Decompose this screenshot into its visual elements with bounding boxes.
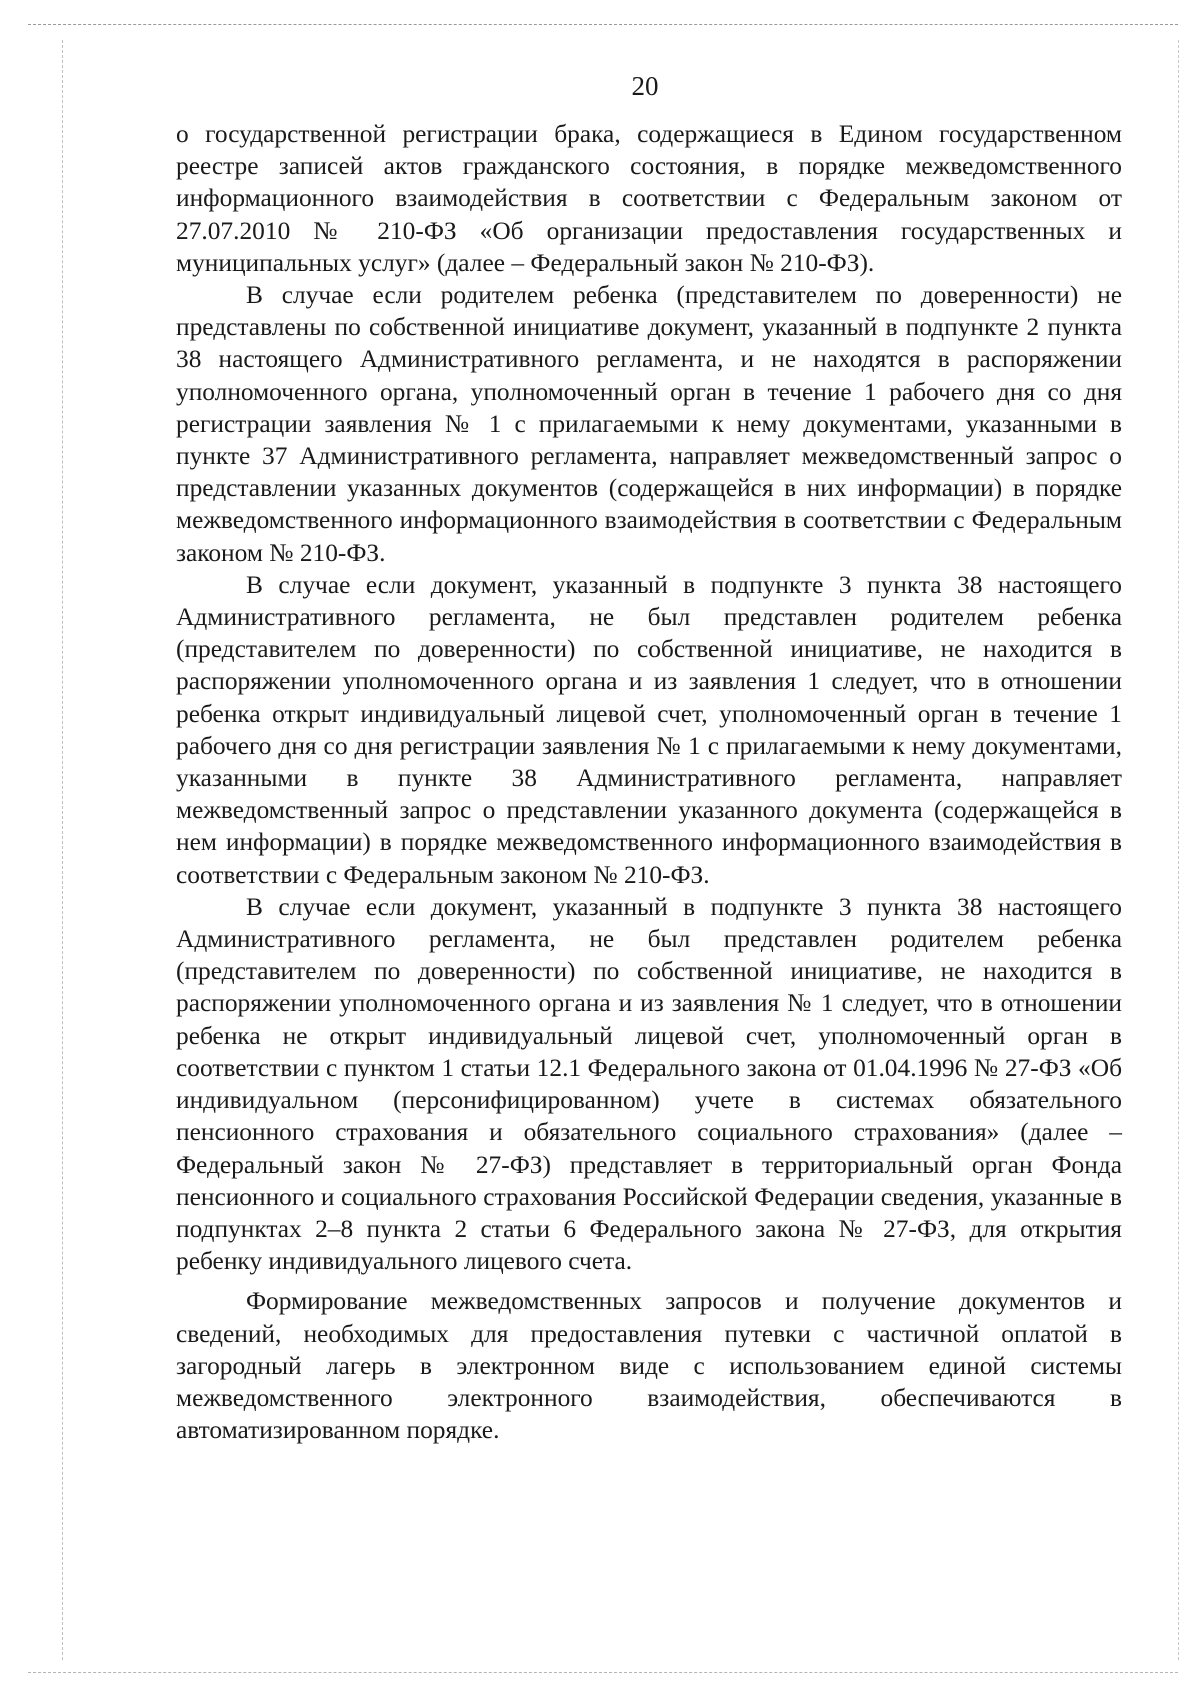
scan-edge-top	[28, 24, 1178, 25]
scan-edge-right	[1178, 40, 1179, 1660]
page-number: 20	[631, 71, 659, 101]
paragraph-continuation: о государственной регистрации брака, содержащиеся в Едином государственном реестре записей актов гражданского состояния, в порядке межведомственного информационного взаимодействия в соответствии с Федеральным законом от 27.07.2010 № 210-ФЗ «Об организации предоставления государственных и муниципальных услуг» (далее – Федеральный закон № 210-ФЗ).	[176, 120, 1122, 277]
paragraph: В случае если родителем ребенка (представителем по доверенности) не представлены по собственной инициативе документ, указанный в подпункте 2 пункта 38 настоящего Административного регламента, и не находятся в распоряжении уполномоченного органа, уполномоченный орган в течение 1 рабочего дня со дня регистрации заявления № 1 с прилагаемыми к нему документами, указанными в пункте 37 Административного регламента, направляет межведомственный запрос о представлении указанных документов (содержащейся в них информации) в порядке межведомственного информационного взаимодействия в соответствии с Федеральным законом № 210-ФЗ.	[176, 281, 1122, 567]
scan-edge-left	[62, 40, 63, 1660]
paragraph: В случае если документ, указанный в подпункте 3 пункта 38 настоящего Административного регламента, не был представлен родителем ребенка (представителем по доверенности) по собственной инициативе, не находится в распоряжении уполномоченного органа и из заявления 1 следует, что в отношении ребенка открыт индивидуальный лицевой счет, уполномоченный орган в течение 1 рабочего дня со дня регистрации заявления № 1 с прилагаемыми к нему документами, указанными в пункте 38 Административного регламента, направляет межведомственный запрос о представлении указанного документа (содержащейся в нем информации) в порядке межведомственного информационного взаимодействия в соответствии с Федеральным законом № 210-ФЗ.	[176, 570, 1122, 889]
paragraph: Формирование межведомственных запросов и получение документов и сведений, необходимых для предоставления путевки с частичной оплатой в загородный лагерь в электронном виде с использованием единой системы межведомственного электронного взаимодействия, обеспечиваются в автоматизированном порядке.	[176, 1287, 1122, 1445]
paragraph: В случае если документ, указанный в подпункте 3 пункта 38 настоящего Административного регламента, не был представлен родителем ребенка (представителем по доверенности) по собственной инициативе, не находится в распоряжении уполномоченного органа и из заявления № 1 следует, что в отношении ребенка не открыт индивидуальный лицевой счет, уполномоченный орган в соответствии с пунктом 1 статьи 12.1 Федерального закона от 01.04.1996 № 27-ФЗ «Об индивидуальном (персонифицированном) учете в системах обязательного пенсионного страхования и обязательного социального страхования» (далее – Федеральный закон № 27-ФЗ) представляет в территориальный орган Фонда пенсионного и социального страхования Российской Федерации сведения, указанные в подпунктах 2–8 пункта 2 статьи 6 Федерального закона № 27-ФЗ, для открытия ребенку индивидуального лицевого счета.	[176, 892, 1122, 1276]
scan-edge-bottom	[28, 1672, 1178, 1673]
document-body	[176, 118, 1122, 1446]
